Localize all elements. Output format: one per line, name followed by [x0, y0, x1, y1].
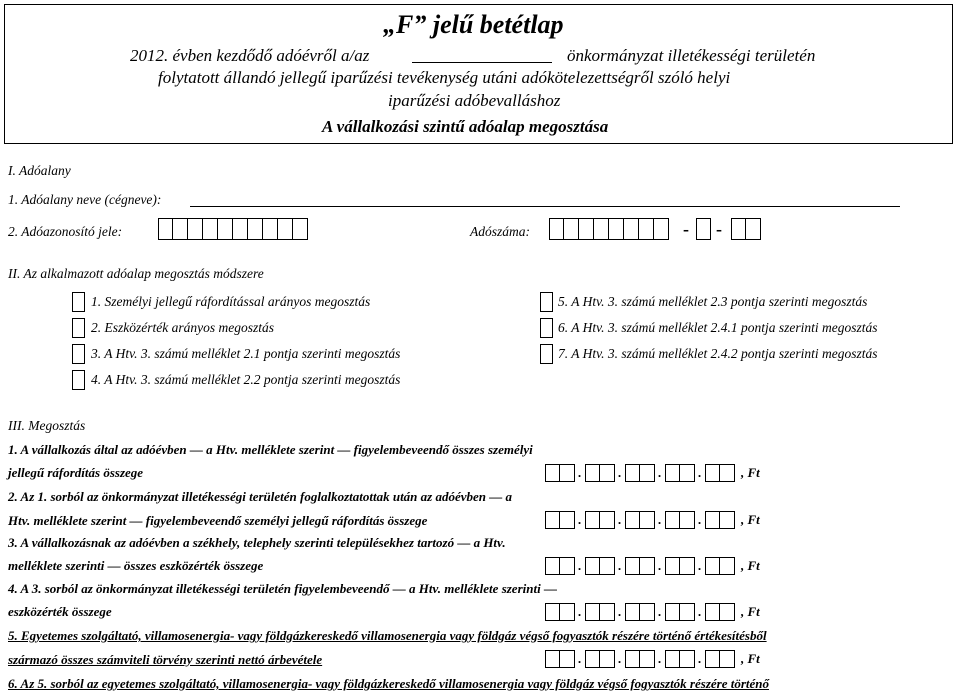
form-title: „F” jelű betétlap	[383, 10, 564, 39]
method-2-checkbox[interactable]	[72, 318, 85, 338]
row-2-line-1: 2. Az 1. sorból az önkormányzat illetékességi területén foglalkoztatottak után az adóévben — a	[8, 489, 513, 504]
method-5-checkbox[interactable]	[540, 292, 553, 312]
municipality-blank-line[interactable]	[412, 62, 552, 63]
row-3-line-1: 3. A vállalkozásnak az adóévben a székhely, telephely szerinti településekhez tartozó — a Htv.	[8, 535, 506, 550]
row-5-line-1: 5. Egyetemes szolgáltató, villamosenergia- vagy földgázkereskedő villamosenergia vagy földgáz végső fogyasztók részére történő értékesítésből	[8, 628, 767, 643]
row-4-line-2: eszközérték összege	[8, 604, 112, 619]
tax-number-dash-2: -	[716, 219, 722, 239]
tax-number-part1[interactable]	[549, 218, 669, 240]
header-line1-post: önkormányzat illetékességi területén	[567, 46, 816, 65]
row-5-line-2: származó összes számviteli törvény szerinti nettó árbevétele	[8, 652, 323, 667]
row-5-amount-field[interactable]: . . . . , Ft	[545, 650, 760, 668]
row-2-currency: , Ft	[741, 512, 760, 527]
row-1-amount-field[interactable]: . . . . , Ft	[545, 464, 760, 482]
row-3-amount-field[interactable]: . . . . , Ft	[545, 557, 760, 575]
tax-number-label: Adószáma:	[470, 224, 530, 239]
header-line3: iparűzési adóbevalláshoz	[388, 91, 561, 110]
section-1-heading: I. Adóalany	[8, 163, 71, 178]
section-3-heading: III. Megosztás	[8, 418, 86, 433]
method-3-label: 3. A Htv. 3. számú melléklet 2.1 pontja szerinti megosztás	[91, 346, 401, 361]
method-5-label: 5. A Htv. 3. számú melléklet 2.3 pontja szerinti megosztás	[558, 294, 868, 309]
row-4-line-1: 4. A 3. sorból az önkormányzat illetékességi területén figyelembeveendő — a Htv. melléklete szerinti —	[8, 581, 557, 596]
section-2-heading: II. Az alkalmazott adóalap megosztás módszere	[8, 266, 264, 281]
method-2-label: 2. Eszközérték arányos megosztás	[91, 320, 274, 335]
row-4-amount-field[interactable]: . . . . , Ft	[545, 603, 760, 621]
tax-id-field[interactable]	[158, 218, 308, 240]
method-6-checkbox[interactable]	[540, 318, 553, 338]
method-3-checkbox[interactable]	[72, 344, 85, 364]
row-2-amount-field[interactable]: . . . . , Ft	[545, 511, 760, 529]
form-subtitle: A vállalkozási szintű adóalap megosztása	[322, 117, 609, 136]
row-5-currency: , Ft	[741, 651, 760, 666]
method-4-label: 4. A Htv. 3. számú melléklet 2.2 pontja szerinti megosztás	[91, 372, 401, 387]
header-line1-pre: 2012. évben kezdődő adóévről a/az	[130, 46, 370, 65]
tax-number-part2[interactable]	[696, 218, 711, 240]
method-6-label: 6. A Htv. 3. számú melléklet 2.4.1 pontja szerinti megosztás	[558, 320, 878, 335]
row-1-currency: , Ft	[741, 465, 760, 480]
tax-id-label: 2. Adóazonosító jele:	[8, 224, 123, 239]
tax-number-dash-1: -	[683, 219, 689, 239]
row-1-line-2: jellegű ráfordítás összege	[8, 465, 144, 480]
row-3-currency: , Ft	[741, 558, 760, 573]
method-1-label: 1. Személyi jellegű ráfordítással arányos megosztás	[91, 294, 371, 309]
taxpayer-name-label: 1. Adóalany neve (cégneve):	[8, 192, 162, 207]
row-1-line-1: 1. A vállalkozás által az adóévben — a Htv. melléklete szerint — figyelembeveendő összes személyi	[8, 442, 533, 457]
row-2-line-2: Htv. melléklete szerint — figyelembeveendő személyi jellegű ráfordítás összege	[8, 513, 428, 528]
method-7-checkbox[interactable]	[540, 344, 553, 364]
tax-number-part3[interactable]	[731, 218, 761, 240]
row-4-currency: , Ft	[741, 604, 760, 619]
header-line2: folytatott állandó jellegű iparűzési tevékenység utáni adókötelezettségről szóló helyi	[158, 68, 731, 87]
taxpayer-name-field[interactable]	[190, 206, 900, 207]
method-1-checkbox[interactable]	[72, 292, 85, 312]
method-4-checkbox[interactable]	[72, 370, 85, 390]
row-3-line-2: melléklete szerinti — összes eszközérték összege	[8, 558, 264, 573]
method-7-label: 7. A Htv. 3. számú melléklet 2.4.2 pontja szerinti megosztás	[558, 346, 878, 361]
row-6-line-1: 6. Az 5. sorból az egyetemes szolgáltató, villamosenergia- vagy földgázkereskedő villamosenergia vagy földgáz végső fogyasztók részére történő	[8, 676, 770, 691]
